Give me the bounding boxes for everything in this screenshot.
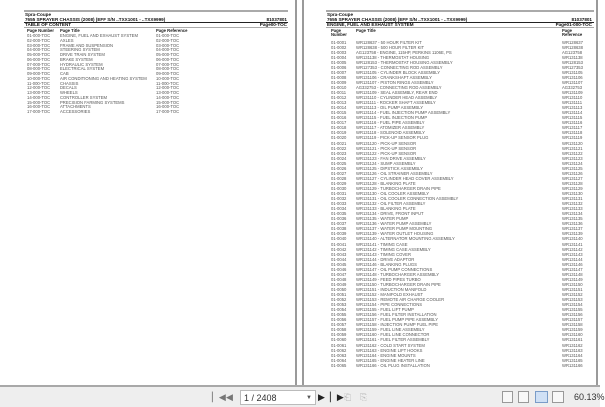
page-reference: 08-000-TOC: [156, 66, 180, 72]
page-reference: WR131154: [562, 302, 583, 308]
page-number: 01-0055: [331, 312, 347, 318]
page-reference: WR131162: [562, 342, 583, 348]
page-reference: 16-000-TOC: [156, 104, 180, 110]
page-number: 01-0003: [331, 49, 347, 55]
page-reference: WR131109: [562, 90, 583, 95]
page-reference: WR131120: [562, 140, 583, 146]
page-title: WR131111 - ROCKER SHAFT ASSEMBLY: [356, 100, 436, 106]
page-number: 01-0009: [331, 79, 347, 85]
page-number: 01-0065: [331, 362, 347, 368]
page-number: 01-0035: [331, 211, 347, 217]
page-reference: 10-000-TOC: [156, 75, 180, 81]
page-title: WR131146 - BLANKING PLUGS: [356, 261, 417, 267]
page-title: WR127353 - CONNECTING ROD ASSEMBLY: [356, 64, 443, 70]
page-reference: WR131130: [562, 191, 583, 196]
page-number: 10-000-TOC: [27, 75, 51, 81]
doc-id: 81037801: [266, 16, 287, 22]
page-title: CAB: [60, 71, 69, 76]
page-reference: WR131140: [562, 236, 583, 242]
page-number: 01-0017: [331, 120, 347, 126]
page-number: 01-0045: [331, 261, 347, 267]
page-title: DECALS: [60, 85, 77, 91]
page-number: 01-0028: [331, 175, 347, 181]
page-reference: WR131158: [562, 322, 583, 328]
page-number: 06-000-TOC: [27, 56, 51, 62]
page-title: WR131136 - WATER PUMP ASSEMBLY: [356, 221, 432, 227]
page-number: 14-000-TOC: [27, 94, 51, 100]
page-title: CHASSIS: [60, 80, 79, 86]
page-title: WR131162 - COLD START SYSTEM: [356, 342, 425, 348]
page-number: 01-0001: [331, 39, 347, 45]
page-number: 01-0048: [331, 276, 347, 282]
page-reference: 03-000-TOC: [156, 42, 180, 48]
brand: Spra-Coupe: [327, 12, 354, 17]
page-number: 01-0029: [331, 180, 347, 186]
page-number: 01-0044: [331, 256, 347, 262]
page-reference: WR131134: [562, 211, 583, 217]
page-reference: WR131106: [562, 74, 583, 80]
page-number: 05-000-TOC: [27, 52, 51, 57]
page-title: PRECISION FARMING SYSTEMS: [60, 99, 125, 105]
page-title: WR131107 - PISTON RINGS ASSEMBLY: [356, 79, 434, 85]
page-reference: WR131137: [562, 226, 583, 232]
page-title: WR131137 - WATER PUMP MOUNTING: [356, 226, 433, 232]
page-reference: WR131133: [562, 206, 583, 212]
page-reference: WR131127: [562, 175, 583, 181]
page-number: 01-0041: [331, 241, 347, 247]
page-number: 12-000-TOC: [27, 85, 51, 91]
page-title: WR131128 - BLANKING PLATE: [356, 180, 416, 186]
page-reference: WR131161: [562, 337, 583, 343]
chevron-down-icon[interactable]: ▼: [306, 395, 312, 401]
page-reference: AG123758: [562, 49, 583, 55]
section-title: ENGINE, FUEL AND EXHAUST SYSTEM: [327, 21, 414, 27]
page-reference: WR131164: [562, 352, 583, 358]
page-number: 01-0037: [331, 221, 347, 227]
page-number: 01-0042: [331, 246, 347, 252]
page-title: WR131114 - FUEL INJECTION PUMP ASSEMBLY: [356, 110, 451, 116]
page-number: 01-0030: [331, 185, 347, 191]
page-title: WR131121 - PICK-UP SENSOR: [356, 145, 417, 151]
page-reference: WR131113: [562, 105, 583, 111]
page-number: 01-0018: [331, 125, 347, 131]
page-title: WR131156 - FUEL FILTER INSTALLATION: [356, 312, 437, 318]
page-number: 01-0056: [331, 317, 347, 323]
page-number: 01-0016: [331, 115, 347, 121]
page-title: AG123758 - ENGINE, 115HP, PERKINS 1106E, PS: [356, 49, 452, 55]
page-reference: WR131144: [562, 256, 583, 262]
page-number: 01-0054: [331, 307, 347, 313]
page-number: 01-0052: [331, 297, 347, 303]
page-title: WR131119 - PICK-UP SENSOR PLUG: [356, 135, 429, 141]
page-number: 01-0039: [331, 231, 347, 237]
page-number: 01-0024: [331, 155, 347, 161]
col-header-title: Page Title: [60, 28, 80, 33]
page-reference: WR127353: [562, 64, 583, 70]
single-page-icon[interactable]: [502, 391, 513, 403]
page-reference: WR128637: [562, 39, 583, 45]
page-number: 01-0038: [331, 226, 347, 232]
next-page-icon[interactable]: ▶: [318, 392, 325, 402]
page-reference: 17-000-TOC: [156, 109, 180, 114]
page-reference: WR131121: [562, 145, 583, 151]
page-reference: WR131117: [562, 125, 583, 131]
page-reference: WR131142: [562, 246, 583, 252]
first-page-icon[interactable]: ▏◀: [212, 392, 226, 402]
page-reference: WR131153: [562, 297, 583, 303]
page-reference: WR131148: [562, 271, 583, 277]
page-title: WR131148 - TURBOCHARGER ASSEMBLY: [356, 271, 440, 277]
page-title: ENGINE, FUEL AND EXHAUST SYSTEM: [60, 33, 138, 38]
doc-title: 7655 SPRAYER CHASSIS (2008) (EFF S/N ..TXX1001 - ..TXX9999): [25, 16, 166, 22]
page-reference: 07-000-TOC: [156, 61, 180, 67]
page-number: 01-000-TOC: [27, 33, 51, 38]
col-header-title: Page Title: [356, 28, 376, 33]
page-title: STEERING SYSTEM: [60, 47, 100, 53]
page-reference: WR131163: [562, 347, 583, 353]
page-number: 01-0062: [331, 347, 347, 353]
page-reference: WR131114: [562, 110, 583, 116]
pdf-page-left: [0, 0, 297, 385]
col-header-number: Page Number: [27, 28, 54, 33]
page-title: WR131122 - PICK-UP SENSOR: [356, 150, 417, 156]
page-reference: 12-000-TOC: [156, 85, 180, 91]
col-header-number: Page Number: [331, 28, 347, 38]
two-page-icon[interactable]: [535, 391, 548, 403]
page-title: ATTACHMENTS: [60, 104, 91, 110]
page-number: 01-0012: [331, 95, 347, 101]
page-number: 07-000-TOC: [27, 61, 51, 67]
page-title: WR131106 - CRANKSHAFT ASSEMBLY: [356, 74, 432, 80]
page-title: ACCESSORIES: [60, 109, 91, 114]
page-number: 01-0047: [331, 271, 347, 277]
page-number: 02-000-TOC: [27, 37, 51, 43]
page-number: 01-0053: [331, 302, 347, 308]
page-reference: WR131131: [562, 196, 583, 202]
page-number: 01-0011: [331, 90, 347, 95]
page-reference: WR131160: [562, 332, 583, 338]
page-reference: WR131122: [562, 150, 583, 156]
page-number: 01-0057: [331, 322, 347, 328]
page-number: 01-0064: [331, 357, 347, 363]
page-number: 01-0010: [331, 84, 347, 90]
page-number: 01-0002: [331, 44, 347, 50]
page-reference: WR131138: [562, 54, 583, 60]
page-number: 01-0033: [331, 201, 347, 207]
page-title: WR131117 - ATOMIZER ASSEMBLY: [356, 125, 425, 131]
header-bar: [24, 10, 288, 12]
page-reference: WR131147: [562, 266, 583, 272]
page-number: 01-0015: [331, 110, 347, 116]
page-title: WR131159 - FUEL LINE ASSEMBLY: [356, 327, 425, 333]
continuous-facing-icon[interactable]: [552, 391, 564, 403]
page-title: WR131110 - CYLINDER HEAD ASSEMBLY: [356, 95, 438, 101]
page-title: WR131147 - OIL PUMP CONNECTIONS: [356, 266, 433, 272]
page-reference: WR131110: [562, 95, 583, 101]
page-reference: WR131126: [562, 170, 583, 176]
page-reference: WR131152: [562, 292, 583, 297]
col-header-ref: Page Reference: [562, 28, 583, 38]
page-ref: Page00-TOC: [259, 21, 287, 27]
page-reference: WR131115: [562, 115, 583, 121]
page-title: WR131118 - SOLENOID ASSEMBLY: [356, 130, 425, 136]
page-number: 17-000-TOC: [27, 109, 51, 114]
brand: Spra-Coupe: [25, 12, 52, 17]
page-reference: WR131149: [562, 276, 583, 282]
page-title: DRIVE TRAIN SYSTEM: [60, 52, 105, 57]
page-title: ELECTRICAL SYSTEM: [60, 66, 105, 72]
page-number: 01-0046: [331, 266, 347, 272]
page-title: CONTROLLER SYSTEM: [60, 94, 108, 100]
page-title: WR131157 - FUEL PUMP PIPE ASSEMBLY: [356, 317, 438, 323]
page-number: 01-0060: [331, 337, 347, 343]
page-number-input[interactable]: [240, 390, 316, 405]
page-reference: WR131146: [562, 261, 583, 267]
page-title: AIR CONDITIONING AND HEATING SYSTEM: [60, 75, 147, 81]
page-reference: WR131143: [562, 251, 583, 257]
page-title: WR131125 - DIPSTICK ASSEMBLY: [356, 165, 423, 171]
page-title: WR131129 - TURBOCHARGER DRAIN PIPE: [356, 185, 441, 191]
page-number: 09-000-TOC: [27, 71, 51, 76]
page-reference: 13-000-TOC: [156, 90, 180, 95]
page-number: 01-0027: [331, 170, 347, 176]
last-page-icon[interactable]: ▏▶: [330, 392, 344, 402]
page-title: WR131130 - OIL COOLER ASSEMBLY: [356, 191, 429, 196]
page-reference: WR131151: [562, 286, 583, 292]
page-title: WR131124 - SUMP ASSEMBLY: [356, 160, 416, 166]
page-number: 01-0022: [331, 145, 347, 151]
page-title: WR131134 - DRIVE, FRONT INPUT: [356, 211, 424, 217]
page-title: WR131141 - TIMING CASE: [356, 241, 408, 247]
page-reference: WR131166: [562, 362, 583, 368]
page-reference: WR128153: [562, 59, 583, 65]
zoom-level[interactable]: 60.13%: [574, 392, 605, 402]
page-reference: WR131135: [562, 216, 583, 222]
page-title: WR131138 - THERMOSTAT HOUSING: [356, 54, 430, 60]
page-reference: WR131125: [562, 165, 583, 171]
page-reference: 11-000-TOC: [156, 80, 179, 86]
page-title: WR131142 - TIMING CASE ASSEMBLY: [356, 246, 431, 252]
page-title: WR128638 - 500 HOUR FILTER KIT: [356, 44, 425, 50]
page-title: WR131161 - FUEL FILTER ASSEMBLY: [356, 337, 430, 343]
page-reference: WR131129: [562, 185, 583, 191]
col-header-ref: Page Reference: [156, 28, 188, 33]
page-reference: AG332753: [562, 84, 583, 90]
previous-page-icon[interactable]: ◀: [226, 392, 233, 402]
page-title: WR131133 - BLANKING PLATE: [356, 206, 416, 212]
page-reference: WR131111: [562, 100, 583, 106]
page-number: 01-0008: [331, 74, 347, 80]
page-number: 01-0043: [331, 251, 347, 257]
next-view-icon[interactable]: ⎘: [360, 392, 368, 402]
page-title: WR131131 - OIL COOLER CONNECTION ASSEMBLY: [356, 196, 459, 202]
page-title: WR131166 - OIL PLUG INSTALLATION: [356, 362, 430, 368]
pdf-toolbar: [0, 385, 605, 407]
page-number: 15-000-TOC: [27, 99, 51, 105]
page-reference: WR131124: [562, 160, 583, 166]
page-title: WR131109 - SEAL ASSEMBLY, REAR END: [356, 90, 438, 95]
page-title: HYDRAULIC SYSTEM: [60, 61, 103, 67]
page-reference: WR128638: [562, 44, 583, 50]
page-title: WR131144 - DRIVE ADAPTOR: [356, 256, 415, 262]
page-number: 01-0020: [331, 135, 347, 141]
page-number: 01-0004: [331, 54, 347, 60]
page-title: WR131105 - CYLINDER BLOCK ASSEMBLY: [356, 69, 441, 75]
page-title: WR131135 - WATER PUMP: [356, 216, 409, 222]
page-title: WR131120 - PICK-UP SENSOR: [356, 140, 417, 146]
page-title: WR131165 - ENGINE HEATER LINE: [356, 357, 425, 363]
page-reference: 14-000-TOC: [156, 94, 180, 100]
page-number: 16-000-TOC: [27, 104, 51, 110]
page-reference: 06-000-TOC: [156, 56, 180, 62]
page-title: WR131153 - REMOTE AIR CHARGE COOLER: [356, 297, 445, 303]
pdf-page-right: [302, 0, 598, 385]
page-title: WR131149 - FEED PIPES TURBO: [356, 276, 421, 282]
page-number: 01-0063: [331, 352, 347, 358]
page-number: 01-0051: [331, 292, 347, 297]
page-ref: Page01-000-TOC: [555, 21, 592, 27]
page-title: WR131139 - WATER OUTLET HOUSING: [356, 231, 434, 237]
page-title: WR131155 - FUEL LIFT PUMP: [356, 307, 414, 313]
doc-title: 7655 SPRAYER CHASSIS (2008) (EFF S/N ..TXX1001 - ..TXX9999): [327, 16, 468, 22]
page-reference: WR131155: [562, 307, 583, 313]
page-title: WR131163 - ENGINE LIFT HOOKS: [356, 347, 423, 353]
continuous-icon[interactable]: [518, 391, 529, 403]
page-title: AG332753 - CONNECTING ROD ASSEMBLY: [356, 84, 442, 90]
page-title: WHEELS: [60, 90, 78, 95]
page-reference: WR131132: [562, 201, 583, 207]
page-number: 01-0040: [331, 236, 347, 242]
page-number: 01-0058: [331, 327, 347, 333]
page-title: BRAKE SYSTEM: [60, 56, 93, 62]
page-number: 01-0059: [331, 332, 347, 338]
page-number: 01-0013: [331, 100, 347, 106]
page-title: FRAME AND SUSPENSION: [60, 42, 114, 48]
page-reference: WR131165: [562, 357, 583, 363]
page-title: WR131150 - TURBOCHARGER DRAIN PIPE: [356, 281, 441, 287]
page-reference: WR131139: [562, 231, 583, 237]
section-title: TABLE OF CONTENT: [25, 21, 72, 27]
previous-view-icon[interactable]: ⎗: [344, 392, 352, 402]
page-reference: WR131118: [562, 130, 583, 136]
page-number: 04-000-TOC: [27, 47, 51, 53]
page-reference: WR131123: [562, 155, 583, 161]
page-reference: WR131150: [562, 281, 583, 287]
page-title: WR128637 - 50 HOUR FILTER KIT: [356, 39, 422, 45]
page-title: WR131164 - ENGINE MOUNTS: [356, 352, 416, 358]
page-reference: WR131159: [562, 327, 583, 333]
page-reference: WR131128: [562, 180, 583, 186]
page-title: WR131154 - PIPE CONNECTIONS: [356, 302, 423, 308]
page-number: 01-0049: [331, 281, 347, 287]
page-title: WR131158 - INJECTION PUMP FUEL PIPE: [356, 322, 439, 328]
page-number: 08-000-TOC: [27, 66, 51, 72]
page-number: 01-0019: [331, 130, 347, 136]
page-title: WR131113 - OIL PUMP ASSEMBLY: [356, 105, 424, 111]
page-number: 01-0005: [331, 59, 347, 65]
page-title: WR131126 - OIL STRAINER ASSEMBLY: [356, 170, 433, 176]
page-reference: 01-000-TOC: [156, 33, 180, 38]
page-number: 01-0007: [331, 69, 347, 75]
header-bar: [326, 10, 594, 12]
page-number: 13-000-TOC: [27, 90, 51, 95]
page-number: 01-0021: [331, 140, 347, 146]
page-number: 01-0014: [331, 105, 347, 111]
page-title: WR131143 - TIMING COVER: [356, 251, 411, 257]
page-title: WR131160 - FUEL LINE CONNECTOR: [356, 332, 430, 338]
page-reference: 05-000-TOC: [156, 52, 180, 57]
page-number: 01-0023: [331, 150, 347, 156]
page-reference: WR131136: [562, 221, 583, 227]
doc-id: 81037801: [571, 16, 592, 22]
page-title: AXLES: [60, 37, 74, 43]
page-reference: 02-000-TOC: [156, 37, 180, 43]
page-title: WR131132 - OIL FILTER ASSEMBLY: [356, 201, 426, 207]
page-number: 11-000-TOC: [27, 80, 50, 86]
page-reference: WR131107: [562, 79, 583, 85]
page-title: WR131140 - ALTERNATOR MOUNTING ASSEMBLY: [356, 236, 455, 242]
page-reference: WR131116: [562, 120, 583, 126]
page-reference: 09-000-TOC: [156, 71, 180, 76]
page-reference: WR131119: [562, 135, 583, 141]
page-number: 01-0050: [331, 286, 347, 292]
page-reference: WR131157: [562, 317, 583, 323]
page-reference: WR131105: [562, 69, 583, 75]
page-number-value: 1 / 2408: [244, 393, 277, 403]
page-title: WR128153 - THERMOSTAT HOUSING ASSEMBLY: [356, 59, 453, 65]
page-title: WR131123 - FAN DRIVE ASSEMBLY: [356, 155, 426, 161]
page-number: 01-0025: [331, 160, 347, 166]
page-number: 01-0026: [331, 165, 347, 171]
page-title: WR131151 - INDUCTION MANIFOLD: [356, 286, 427, 292]
page-number: 01-0006: [331, 64, 347, 70]
page-number: 01-0034: [331, 206, 347, 212]
page-title: WR131115 - FUEL INJECTION PUMP: [356, 115, 428, 121]
page-number: 01-0036: [331, 216, 347, 222]
page-reference: WR131141: [562, 241, 583, 247]
page-title: WR131152 - MANIFOLD EXHAUST: [356, 292, 423, 297]
page-title: WR131116 - FUEL PIPE ASSEMBLY: [356, 120, 425, 126]
page-number: 03-000-TOC: [27, 42, 51, 48]
page-title: WR131127 - CYLINDER HEAD COVER ASSEMBLY: [356, 175, 454, 181]
page-reference: 04-000-TOC: [156, 47, 180, 53]
page-number: 01-0032: [331, 196, 347, 202]
page-reference: WR131156: [562, 312, 583, 318]
page-number: 01-0061: [331, 342, 347, 348]
page-reference: 15-000-TOC: [156, 99, 180, 105]
page-number: 01-0031: [331, 191, 347, 196]
